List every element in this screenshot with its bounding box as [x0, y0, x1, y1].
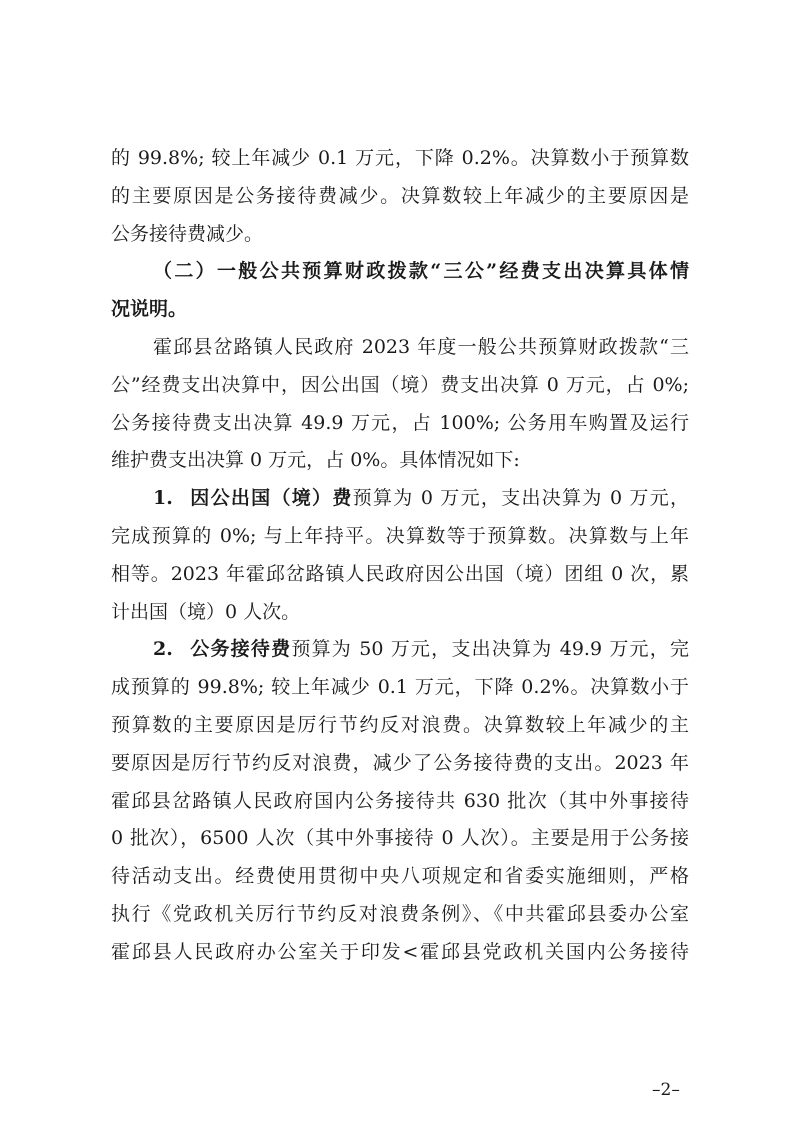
heading-line: 况说明。: [111, 298, 188, 321]
item-first-line: [111, 631, 689, 669]
item-number: 1.: [153, 487, 173, 510]
text-line: 维护费支出决算 0 万元，占 0%。具体情况如下:: [111, 449, 520, 472]
item-text: 预算为 50 万元，支出决算为 49.9 万元，完: [291, 638, 689, 661]
text-line: 霍邱县岔路镇人民政府国内公务接待共 630 批次（其中外事接待: [111, 789, 689, 812]
text-line: 执行《党政机关厉行节约反对浪费条例》、《中共霍邱县委办公室: [111, 902, 689, 925]
text-line: 公务接待费支出决算 49.9 万元，占 100%; 公务用车购置及运行: [111, 411, 689, 434]
document-body: [111, 140, 689, 972]
item-official-reception: [111, 631, 689, 971]
text-line: 计出国（境）0 人次。: [111, 600, 301, 623]
paragraph-three-public-overview: [111, 329, 689, 480]
text-line: 完成预算的 0%; 与上年持平。决算数等于预算数。决算数与上年: [111, 524, 689, 547]
text-line: 预算数的主要原因是厉行节约反对浪费。决算数较上年减少的主: [111, 713, 689, 736]
page-number: –2–: [652, 1080, 680, 1100]
section-heading: [111, 253, 689, 329]
text-line: 公务接待费减少。: [111, 222, 264, 245]
text-line: 霍邱县岔路镇人民政府 2023 年度一般公共预算财政拨款“三: [153, 335, 689, 358]
text-line: 要原因是厉行节约反对浪费，减少了公务接待费的支出。2023 年: [111, 751, 689, 774]
paragraph-budget-summary: [111, 140, 689, 253]
text-line: 0 批次），6500 人次（其中外事接待 0 人次）。主要是用于公务接: [111, 827, 689, 850]
text-line: 相等。2023 年霍邱岔路镇人民政府因公出国（境）团组 0 次，累: [111, 562, 689, 585]
text-line: 成预算的 99.8%; 较上年减少 0.1 万元，下降 0.2%。决算数小于: [111, 676, 689, 699]
item-overseas-travel: [111, 480, 689, 631]
item-first-line: [111, 480, 689, 518]
item-text: 预算为 0 万元，支出决算为 0 万元，: [352, 487, 689, 510]
text-line: 霍邱县人民政府办公室关于印发<霍邱县党政机关国内公务接待: [111, 940, 689, 963]
item-title: 因公出国（境）费: [189, 487, 353, 510]
text-line: 公”经费支出决算中，因公出国（境）费支出决算 0 万元，占 0%;: [111, 373, 689, 396]
text-line: 的主要原因是公务接待费减少。决算数较上年减少的主要原因是: [111, 184, 689, 207]
text-line: 的 99.8%; 较上年减少 0.1 万元，下降 0.2%。决算数小于预算数: [111, 147, 689, 169]
item-number: 2.: [153, 638, 173, 661]
item-title: 公务接待费: [189, 638, 292, 661]
text-line: 待活动支出。经费使用贯彻中央八项规定和省委实施细则，严格: [111, 865, 689, 888]
heading-line: （二）一般公共预算财政拨款“三公”经费支出决算具体情: [153, 260, 689, 283]
